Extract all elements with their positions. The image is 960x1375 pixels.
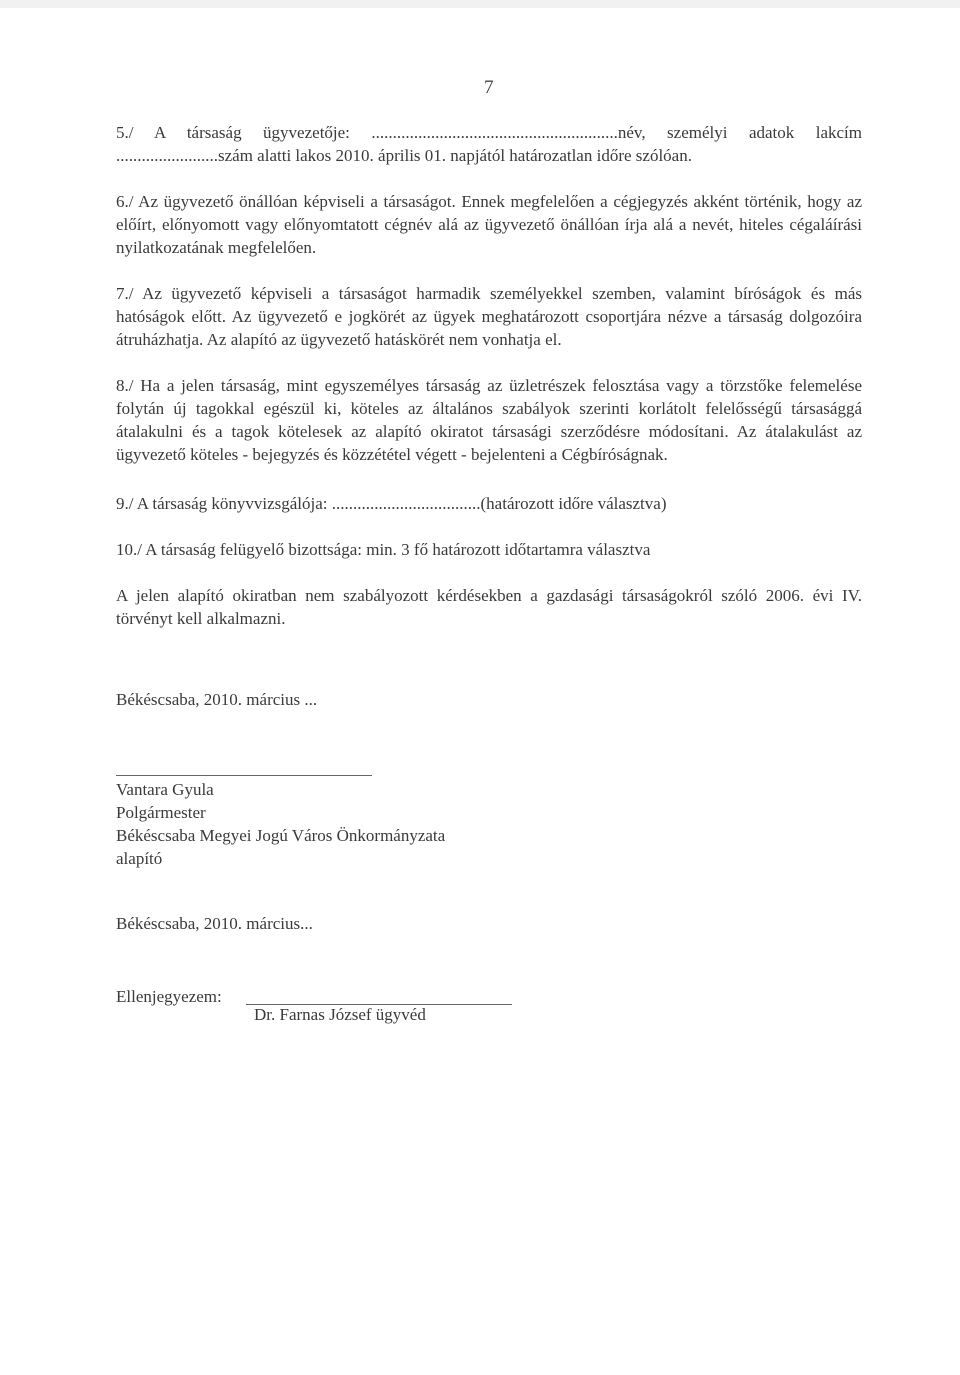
- signer-organization: Békéscsaba Megyei Jogú Város Önkormányzata: [116, 826, 446, 845]
- founder-signature-line: [116, 775, 372, 776]
- section-9: 9./ A társaság könyvvizsgálója: ...................................(határozott időre választva): [116, 494, 667, 513]
- section-5: 5./ A társaság ügyvezetője: ..........................................................név, személyi adatok lakcím ........................szám alatti lakos 2010. április 01. napjától határozatlan időre szólóan.: [116, 123, 862, 165]
- signer-name: Vantara Gyula: [116, 780, 214, 799]
- section-7: 7./ Az ügyvezető képviseli a társaságot harmadik személyekkel szemben, valamint bíróságok és más hatóságok előtt. Az ügyvezető e jogkörét az ügyek meghatározott csoportjára nézve a társaság dolgozóira átruházhatja. Az alapító az ügyvezető hatáskörét nem vonhatja el.: [116, 284, 862, 349]
- signer-role: alapító: [116, 849, 163, 868]
- page-top-edge: [0, 0, 960, 8]
- section-10: 10./ A társaság felügyelő bizottsága: min. 3 fő határozott időtartamra választva: [116, 540, 651, 559]
- section-8: 8./ Ha a jelen társaság, mint egyszemélyes társaság az üzletrészek felosztása vagy a törzstőke felemelése folytán új tagokkal egészül ki, köteles az általános szabályok szerinti korlátolt felelősségű társasággá átalakulni és a tagok kötelesek az alapító okiratot társasági szerződésre módosítani. Az átalakulást az ügyvezető köteles - bejegyzés és közzététel végett - bejelenteni a Cégbíróságnak.: [116, 376, 862, 464]
- place-date-founder: Békéscsaba, 2010. március ...: [116, 690, 318, 709]
- countersign-block: [116, 985, 426, 1024]
- countersign-name: Dr. Farnas József ügyvéd: [254, 1005, 426, 1024]
- closing-clause: A jelen alapító okiratban nem szabályozott kérdésekben a gazdasági társaságokról szóló 2006. évi IV. törvényt kell alkalmazni.: [116, 586, 862, 628]
- document-body: [116, 121, 862, 630]
- page-number: 7: [484, 77, 494, 98]
- section-6: 6./ Az ügyvezető önállóan képviseli a társaságot. Ennek megfelelően a cégjegyzés akként történik, hogy az előírt, előnyomott vagy előnyomtatott cégnév alá az ügyvezető önállóan írja alá a nevét, hiteles cégaláírási nyilatkozatának megfelelően.: [116, 192, 862, 257]
- countersign-label: Ellenjegyezem:: [116, 987, 222, 1006]
- place-date-countersign: Békéscsaba, 2010. március...: [116, 914, 313, 933]
- signer-title: Polgármester: [116, 803, 206, 822]
- founder-signature-block: [116, 778, 445, 870]
